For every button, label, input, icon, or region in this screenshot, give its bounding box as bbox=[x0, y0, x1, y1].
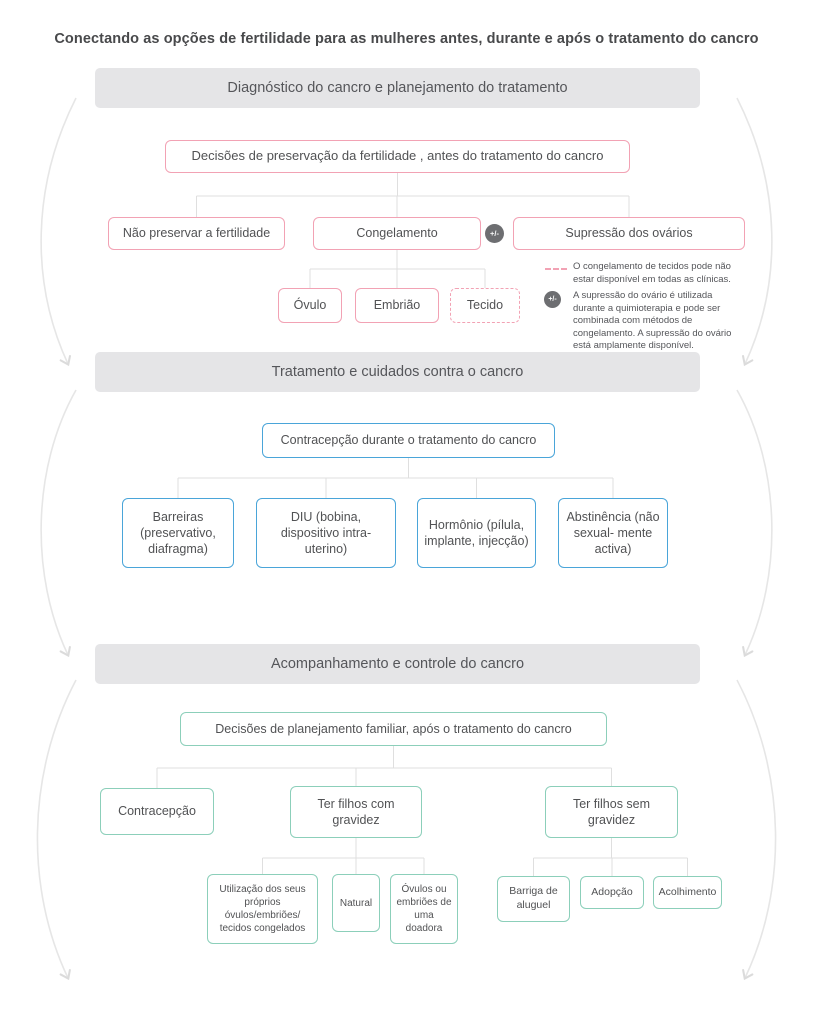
box-tissue: Tecido bbox=[450, 288, 520, 323]
box-children-with-pregnancy: Ter filhos com gravidez bbox=[290, 786, 422, 838]
box-egg: Óvulo bbox=[278, 288, 342, 323]
box-natural: Natural bbox=[332, 874, 380, 932]
box-abstinence: Abstinência (não sexual- mente activa) bbox=[558, 498, 668, 568]
box-freezing: Congelamento bbox=[313, 217, 481, 250]
note-tissue-availability: O congelamento de tecidos pode não estar disponível em todas as clínicas. bbox=[573, 261, 731, 285]
box-family-planning-decisions: Decisões de planejamento familiar, após o tratamento do cancro bbox=[180, 712, 607, 746]
box-contraception-during-treatment: Contracepção durante o tratamento do cancro bbox=[262, 423, 555, 458]
section-header-followup: Acompanhamento e controle do cancro bbox=[95, 644, 700, 684]
box-no-preserve-fertility: Não preservar a fertilidade bbox=[108, 217, 285, 250]
box-own-frozen-material: Utilização dos seus próprios óvulos/embriões/ tecidos congelados bbox=[207, 874, 318, 944]
page-title: Conectando as opções de fertilidade para as mulheres antes, durante e após o tratamento do cancro bbox=[54, 31, 759, 47]
box-children-without-pregnancy: Ter filhos sem gravidez bbox=[545, 786, 678, 838]
plus-minus-icon: +/- bbox=[485, 224, 504, 243]
section-header-diagnosis: Diagnóstico do cancro e planejamento do tratamento bbox=[95, 68, 700, 108]
box-iud: DIU (bobina, dispositivo intra-uterino) bbox=[256, 498, 396, 568]
plus-minus-icon: +/- bbox=[544, 291, 561, 308]
box-surrogacy: Barriga de aluguel bbox=[497, 876, 570, 922]
dashed-line-icon bbox=[545, 268, 567, 270]
box-contraception: Contracepção bbox=[100, 788, 214, 835]
box-donor-eggs-embryos: Óvulos ou embriões de uma doadora bbox=[390, 874, 458, 944]
box-fertility-preservation-decisions: Decisões de preservação da fertilidade , antes do tratamento do cancro bbox=[165, 140, 630, 173]
box-fostering: Acolhimento bbox=[653, 876, 722, 909]
box-barriers: Barreiras (preservativo, diafragma) bbox=[122, 498, 234, 568]
note-ovary-suppression: A supressão do ovário é utilizada durante a quimioterapia e pode ser combinada com métodos de congelamento. A supressão do ovário está amplamente disponível. bbox=[573, 290, 732, 352]
box-adoption: Adopção bbox=[580, 876, 644, 909]
box-embryo: Embrião bbox=[355, 288, 439, 323]
box-hormone: Hormônio (pílula, implante, injecção) bbox=[417, 498, 536, 568]
box-ovary-suppression: Supressão dos ovários bbox=[513, 217, 745, 250]
section-header-treatment: Tratamento e cuidados contra o cancro bbox=[95, 352, 700, 392]
